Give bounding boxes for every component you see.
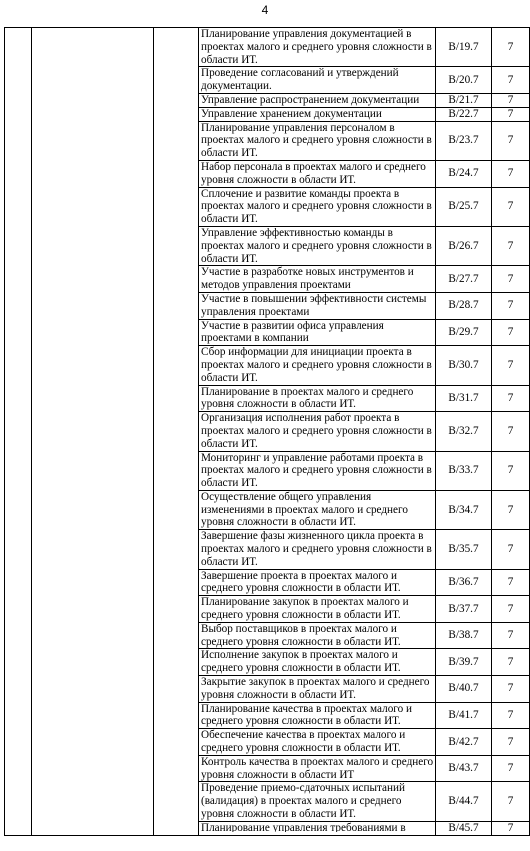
- merged-blank-cell-col-2: [32, 28, 154, 836]
- function-code: B/31.7: [436, 385, 492, 412]
- function-name: Исполнение закупок в проектах малого и среднего уровня сложности в области ИТ.: [201, 649, 401, 675]
- merged-blank-cell-col-1: [5, 28, 32, 836]
- function-name-cell: [199, 702, 436, 729]
- function-name: Участие в развитии офиса управления проектами в компании: [201, 319, 384, 345]
- function-name: Планирование управления требованиями в: [201, 821, 406, 832]
- function-name-cell: [199, 412, 436, 451]
- function-name-cell: [199, 596, 436, 623]
- function-code: B/32.7: [436, 412, 492, 451]
- page-number: 4: [261, 3, 269, 17]
- function-name: Выбор поставщиков в проектах малого и среднего уровня сложности в области ИТ.: [201, 622, 401, 648]
- qualification-level: 7: [492, 596, 530, 623]
- function-code: B/40.7: [436, 676, 492, 703]
- qualification-level: 7: [492, 266, 530, 293]
- qualification-level: 7: [492, 490, 530, 529]
- qualification-level: 7: [492, 319, 530, 346]
- function-name: Планирование управления персоналом в проектах малого и среднего уровня сложности в области ИТ.: [201, 121, 432, 160]
- function-name: Планирование управления документацией в проектах малого и среднего уровня сложности в области ИТ.: [201, 28, 432, 66]
- function-code: B/28.7: [436, 292, 492, 319]
- function-name-cell: [199, 782, 436, 821]
- qualification-level: 7: [492, 569, 530, 596]
- function-name-cell: [199, 226, 436, 265]
- function-name-cell: [199, 729, 436, 756]
- function-name: Закрытие закупок в проектах малого и среднего уровня сложности в области ИТ.: [201, 676, 430, 701]
- table-row: [5, 28, 530, 67]
- function-code: B/35.7: [436, 530, 492, 569]
- qualification-level: 7: [492, 346, 530, 385]
- qualification-level: 7: [492, 676, 530, 703]
- function-name: Управление распространением документации: [201, 93, 420, 106]
- function-code: B/20.7: [436, 67, 492, 94]
- qualification-level: 7: [492, 292, 530, 319]
- function-name: Управление эффективностью команды в проектах малого и среднего уровня сложности в области ИТ.: [201, 226, 432, 265]
- function-name: Мониторинг и управление работами проекта в проектах малого и среднего уровня сложности в области ИТ.: [201, 451, 432, 490]
- function-code: B/25.7: [436, 187, 492, 226]
- function-name-cell: [199, 67, 436, 94]
- function-name: Управление хранением документации: [201, 107, 382, 120]
- qualification-level: 7: [492, 649, 530, 676]
- qualification-level: 7: [492, 67, 530, 94]
- function-name-cell: [199, 622, 436, 649]
- function-code: B/33.7: [436, 451, 492, 490]
- function-name: Проведение приемо-сдаточных испытаний (валидация) в проектах малого и среднего уровня сложности в области ИТ.: [201, 782, 405, 821]
- functions-table: [4, 27, 530, 836]
- function-name-cell: [199, 266, 436, 293]
- function-code: B/30.7: [436, 346, 492, 385]
- function-code: B/42.7: [436, 729, 492, 756]
- function-name-cell: [199, 569, 436, 596]
- function-name: Организация исполнения работ проекта в проектах малого и среднего уровня сложности в области ИТ.: [201, 412, 432, 450]
- function-code: B/43.7: [436, 755, 492, 782]
- qualification-level: 7: [492, 622, 530, 649]
- function-name: Сбор информации для инициации проекта в проектах малого и среднего уровня сложности в области ИТ.: [201, 346, 432, 384]
- qualification-level: 7: [492, 160, 530, 187]
- function-code: B/23.7: [436, 121, 492, 160]
- function-name-cell: [199, 319, 436, 346]
- function-code: B/22.7: [436, 107, 492, 121]
- function-code: B/36.7: [436, 569, 492, 596]
- function-name: Сплочение и развитие команды проекта в проектах малого и среднего уровня сложности в области ИТ.: [201, 187, 432, 226]
- qualification-level: 7: [492, 821, 530, 835]
- function-name-cell: [199, 107, 436, 121]
- function-code: B/29.7: [436, 319, 492, 346]
- function-code: B/38.7: [436, 622, 492, 649]
- function-name-cell: [199, 755, 436, 782]
- function-name-cell: [199, 160, 436, 187]
- qualification-level: 7: [492, 412, 530, 451]
- function-code: B/45.7: [436, 821, 492, 835]
- function-name-cell: [199, 121, 436, 160]
- function-name: Осуществление общего управления изменениями в проектах малого и среднего уровня сложности в области ИТ.: [201, 490, 408, 529]
- function-code: B/44.7: [436, 782, 492, 821]
- function-name: Планирование качества в проектах малого и среднего уровня сложности в области ИТ.: [201, 702, 412, 728]
- merged-blank-cell-col-3: [154, 28, 199, 836]
- qualification-level: 7: [492, 28, 530, 67]
- qualification-level: 7: [492, 226, 530, 265]
- function-name-cell: [199, 187, 436, 226]
- function-code: B/39.7: [436, 649, 492, 676]
- qualification-level: 7: [492, 782, 530, 821]
- function-code: B/24.7: [436, 160, 492, 187]
- function-name-cell: [199, 821, 436, 835]
- function-name: Планирование закупок в проектах малого и среднего уровня сложности в области ИТ.: [201, 596, 409, 622]
- function-name: Набор персонала в проектах малого и среднего уровня сложности в области ИТ.: [201, 160, 426, 186]
- function-name-cell: [199, 292, 436, 319]
- function-name: Контроль качества в проектах малого и среднего уровня сложности в области ИТ: [201, 755, 434, 781]
- function-name-cell: [199, 28, 436, 67]
- function-name-cell: [199, 530, 436, 569]
- function-code: B/41.7: [436, 702, 492, 729]
- function-code: B/19.7: [436, 28, 492, 67]
- function-name: Завершение проекта в проектах малого и среднего уровня сложности в области ИТ.: [201, 569, 401, 595]
- function-name-cell: [199, 93, 436, 107]
- qualification-level: 7: [492, 729, 530, 756]
- function-name: Участие в повышении эффективности системы управления проектами: [201, 292, 427, 318]
- qualification-level: 7: [492, 93, 530, 107]
- function-name-cell: [199, 346, 436, 385]
- qualification-level: 7: [492, 385, 530, 412]
- function-name: Обеспечение качества в проектах малого и среднего уровня сложности в области ИТ.: [201, 729, 406, 755]
- qualification-level: 7: [492, 107, 530, 121]
- function-name: Проведение согласований и утверждений документации.: [201, 67, 399, 93]
- function-code: B/37.7: [436, 596, 492, 623]
- function-code: B/27.7: [436, 266, 492, 293]
- qualification-level: 7: [492, 702, 530, 729]
- function-name: Участие в разработке новых инструментов и методов управления проектами: [201, 266, 414, 292]
- function-name-cell: [199, 490, 436, 529]
- function-name-cell: [199, 385, 436, 412]
- qualification-level: 7: [492, 121, 530, 160]
- function-name-cell: [199, 451, 436, 490]
- function-name-cell: [199, 649, 436, 676]
- function-name-cell: [199, 676, 436, 703]
- qualification-level: 7: [492, 187, 530, 226]
- function-code: B/21.7: [436, 93, 492, 107]
- qualification-level: 7: [492, 451, 530, 490]
- function-name: Завершение фазы жизненного цикла проекта в проектах малого и среднего уровня сложности в области ИТ.: [201, 530, 432, 568]
- qualification-level: 7: [492, 530, 530, 569]
- function-name: Планирование в проектах малого и среднего уровня сложности в области ИТ.: [201, 385, 414, 411]
- function-code: B/34.7: [436, 490, 492, 529]
- function-code: B/26.7: [436, 226, 492, 265]
- qualification-level: 7: [492, 755, 530, 782]
